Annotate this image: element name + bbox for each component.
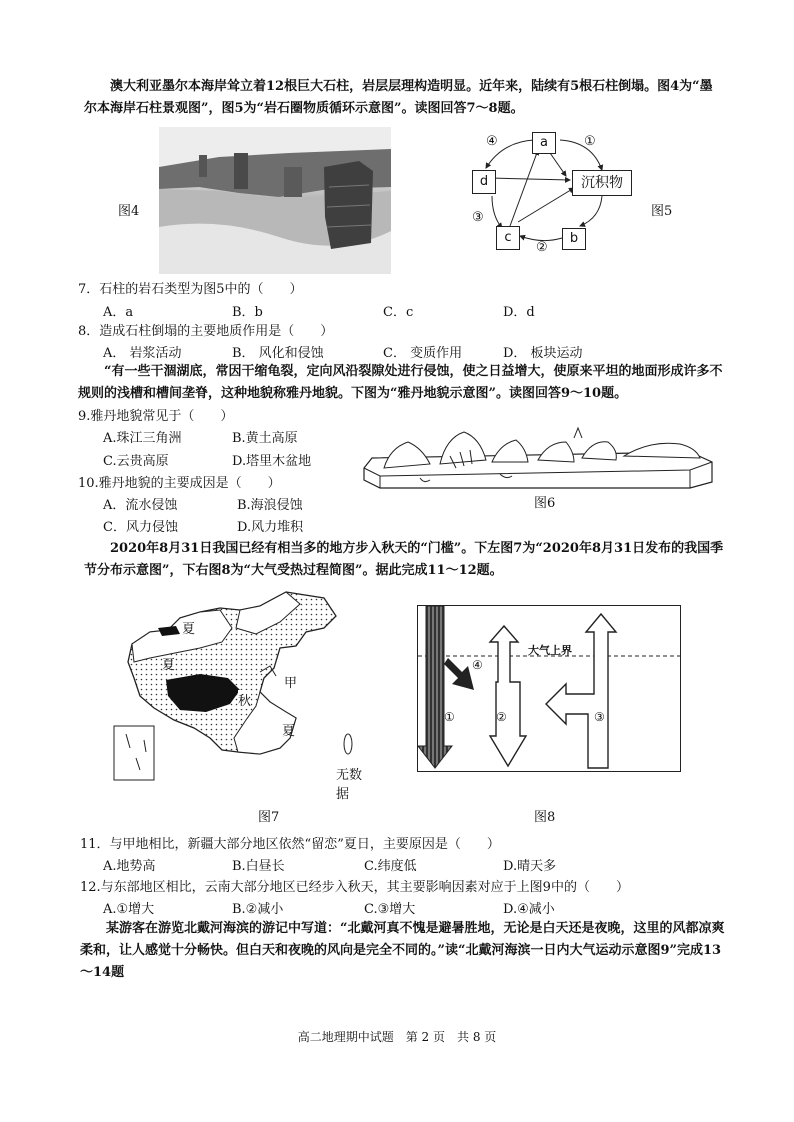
page-footer: 高二地理期中试题 第 2 页 共 8 页 [297, 1030, 497, 1044]
process-2-label: ② [536, 240, 548, 255]
figure-7-label: 图7 [258, 810, 280, 825]
figure-4-label: 图4 [118, 204, 140, 219]
yardang-landform-diagram [360, 418, 718, 490]
intro-paragraph-3: 2020年8月31日我国已经有相当多的地方步入秋天的“门槛”。下左图7为“2020年8月31日发布的我国季节分布示意图”，下右图8为“大气受热过程简图”。据此完成11～12题。 [84, 541, 724, 578]
intro-paragraph-2: “有一些干涸湖底，常因干缩龟裂，定向风沿裂隙处进行侵蚀，使之日益增大，使原来平坦的地面形成许多不规则的浅槽和槽间垄脊，这种地貌称雅丹地貌。下图为“雅丹地貌示意图”。读图回答9～10题。 [78, 364, 723, 401]
rock-box-a: a [532, 132, 556, 154]
question-8-stem: 8．造成石柱倒塌的主要地质作用是（ ） [78, 324, 334, 339]
q7-option-d: D．d [503, 305, 535, 320]
q12-option-a: A.①增大 [103, 902, 155, 917]
summer-label-west: 夏 [162, 658, 176, 673]
rock-box-c: c [496, 226, 520, 250]
q7-option-c: C．c [383, 305, 414, 320]
process-1-label: ① [584, 134, 596, 149]
q10-option-a: A．流水侵蚀 [103, 498, 178, 513]
question-7-stem: 7．石柱的岩石类型为图5中的（ ） [78, 282, 303, 297]
q8-option-b: B． 风化和侵蚀 [232, 346, 324, 361]
summer-label-north: 夏 [182, 622, 196, 637]
q9-option-a: A.珠江三角洲 [103, 431, 182, 446]
q9-option-b: B.黄土高原 [232, 431, 298, 446]
radiation-4-label: ④ [472, 658, 483, 672]
q8-option-d: D． 板块运动 [503, 346, 583, 361]
question-11-stem: 11．与甲地相比，新疆大部分地区依然“留恋”夏日，主要原因是（ ） [80, 837, 500, 852]
process-4-label: ④ [486, 134, 498, 149]
radiation-2-label: ② [496, 710, 507, 724]
figure-5-label: 图5 [651, 204, 673, 219]
rock-cycle-diagram [462, 130, 642, 255]
q8-option-a: A． 岩浆活动 [103, 346, 182, 361]
q9-option-d: D.塔里木盆地 [232, 454, 312, 469]
q10-option-b: B.海浪侵蚀 [237, 498, 303, 513]
intro-paragraph-1: 澳大利亚墨尔本海岸耸立着12根巨大石柱，岩层层理构造明显。近年来，陆续有5根石柱倒塌。图4为“墨尔本海岸石柱景观图”，图5为“岩石圈物质循环示意图”。读图回答7～8题。 [84, 79, 713, 116]
atmosphere-top-label: 大气上界 [528, 644, 572, 657]
coastal-stone-pillars-photo [159, 127, 391, 274]
intro-paragraph-4: 某游客在游览北戴河海滨的游记中写道：“北戴河真不愧是避暑胜地，无论是白天还是夜晚，这里的风都凉爽柔和，让人感觉十分畅快。但白天和夜晚的风向是完全不同的。”读“北戴河海滨一日内大气运动示意图9”完成13～14题 [80, 921, 725, 980]
rock-box-d: d [472, 170, 496, 194]
figure-8-label: 图8 [534, 810, 556, 825]
atmosphere-heating-diagram [417, 605, 681, 772]
q11-option-c: C.纬度低 [364, 859, 417, 874]
q7-option-a: A．a [103, 305, 134, 320]
question-12-stem: 12.与东部地区相比，云南大部分地区已经步入秋天，其主要影响因素对应于上图9中的（ ） [80, 880, 629, 895]
radiation-1-label: ① [444, 710, 455, 724]
process-3-label: ③ [472, 210, 484, 225]
q10-option-c: C．风力侵蚀 [103, 520, 178, 535]
q10-option-d: D.风力堆积 [237, 520, 304, 535]
q7-option-b: B．b [232, 305, 263, 320]
q12-option-d: D.④减小 [503, 902, 555, 917]
rock-box-b: b [562, 228, 586, 250]
summer-label-south: 夏 [282, 724, 296, 739]
q9-option-c: C.云贵高原 [103, 454, 169, 469]
figure-6-label: 图6 [534, 496, 556, 511]
q8-option-c: C． 变质作用 [383, 346, 463, 361]
autumn-label: 秋 [238, 690, 251, 709]
q12-option-b: B.②减小 [232, 902, 284, 917]
q12-option-c: C.③增大 [364, 902, 416, 917]
china-season-map [110, 588, 370, 802]
no-data-legend: 无数据 [336, 768, 363, 802]
q11-option-a: A.地势高 [103, 859, 156, 874]
q11-option-b: B.白昼长 [232, 859, 285, 874]
sediment-box: 沉积物 [572, 170, 632, 196]
q11-option-d: D.晴天多 [503, 859, 557, 874]
location-jia-label: 甲 [284, 672, 297, 691]
question-9-stem: 9.雅丹地貌常见于（ ） [78, 409, 234, 424]
question-10-stem: 10.雅丹地貌的主要成因是（ ） [78, 476, 281, 491]
radiation-3-label: ③ [594, 710, 605, 724]
